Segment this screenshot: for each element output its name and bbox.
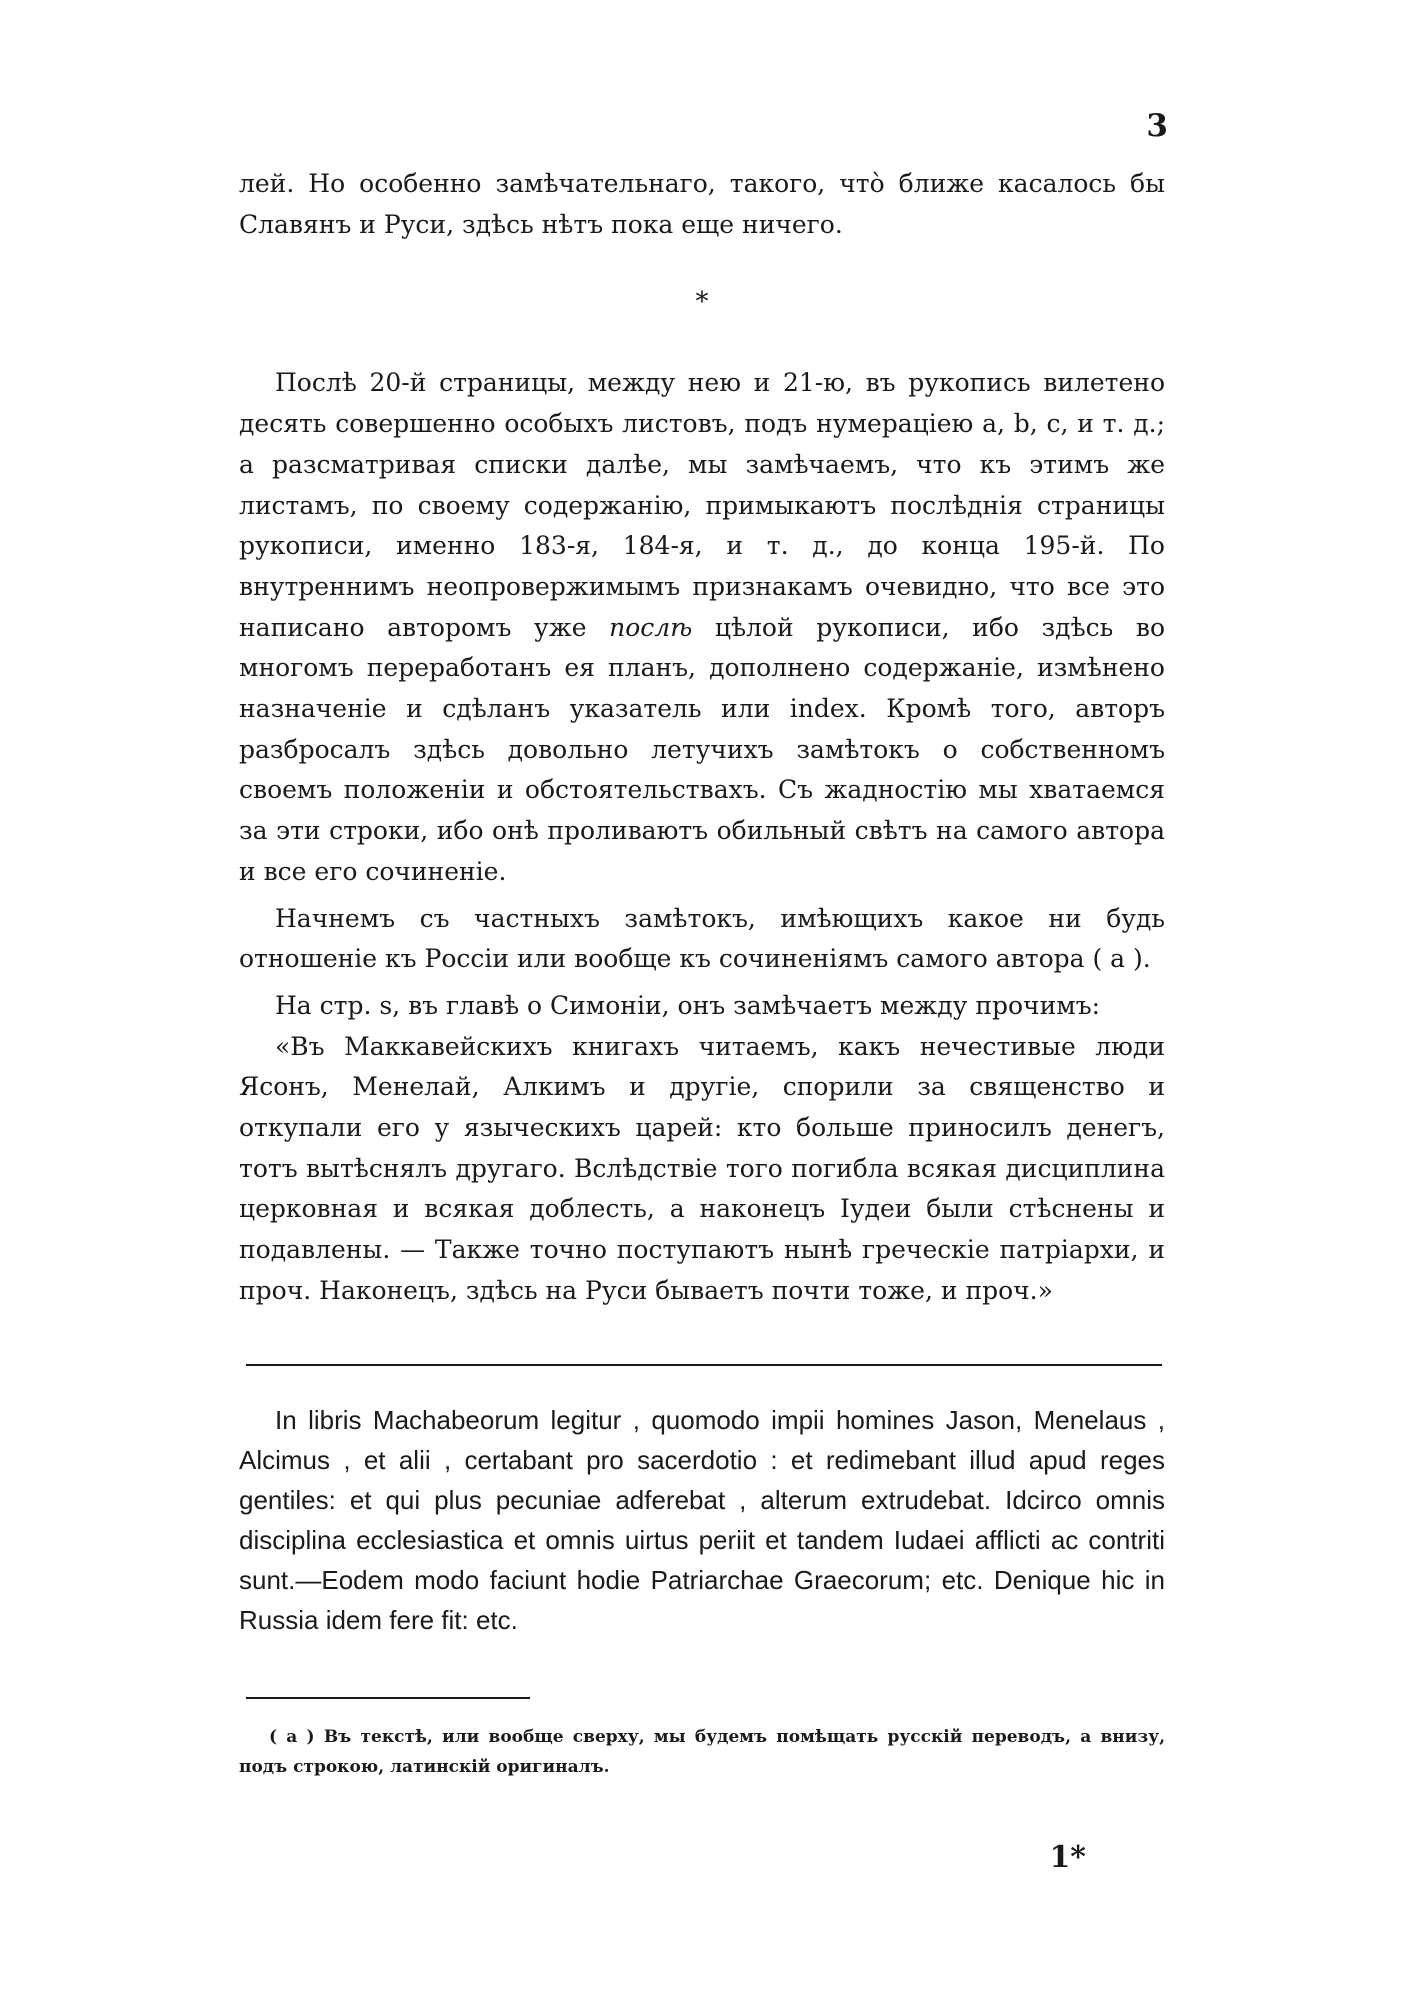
continuation-paragraph: лей. Но особенно замѣчательнаго, такого, что̀ ближе касалось бы Славянъ и Руси, здѣсь нѣтъ пока еще ничего.: [239, 169, 1165, 239]
paragraph-manuscript-description: [239, 363, 1165, 892]
main-text: [239, 164, 1165, 1312]
paragraph-notes-intro: Начнемъ съ частныхъ замѣтокъ, имѣющихъ какое ни будь отношеніе къ Россіи или вообще къ сочиненіямъ самого автора ( а ).: [239, 903, 1165, 974]
body-paragraphs: [239, 363, 1165, 1311]
italic-word-posle: послѣ: [609, 612, 693, 642]
para1-text-end: цѣлой рукописи, ибо здѣсь во многомъ переработанъ ея планъ, дополнено содержаніе, измѣнено назначеніе и сдѣланъ указатель или index. Кромѣ того, авторъ разбросалъ здѣсь довольно летучихъ замѣтокъ о собственномъ своемъ положеніи и обстоятельствахъ. Съ жадностію мы хватаемся за эти строки, ибо онѣ проливаютъ обильный свѣтъ на самого автора и все его сочиненіе.: [239, 612, 1165, 886]
latin-paragraph: In libris Machabeorum legitur , quomodo impii homines Jason, Menelaus , Alcimus , et alii , certabant pro sacerdotio : et redimebant illud apud reges gentiles: et qui plus pecuniae adferebat , alterum extrudebat. Idcirco omnis disciplina ecclesiastica et omnis uirtus periit et tandem Iudaei afflicti ac contriti sunt.—Eodem modo faciunt hodie Patriarchae Graecorum; etc. Denique hic in Russia idem fere fit: etc.: [239, 1405, 1165, 1635]
printer-signature-mark: 1*: [1049, 1840, 1086, 1875]
footnote: [239, 1722, 1165, 1782]
quotation-text: «Въ Маккавейскихъ книгахъ читаемъ, какъ нечестивые люди Ясонъ, Менелай, Алкимъ и другіе, спорили за священство и откупали его у языческихъ царей: кто больше приносилъ денегъ, тотъ вытѣснялъ другаго. Вслѣдствіе того погибла всякая дисциплина церковная и всякая доблесть, а наконецъ Іудеи были стѣснены и подавлены. — Также точно поступаютъ нынѣ греческіе патріархи, и проч. Наконецъ, здѣсь на Руси бываетъ почти тоже, и проч.»: [239, 1031, 1165, 1305]
footnote-divider-short: [246, 1697, 530, 1699]
paragraph-simony-intro: На стр. s, въ главѣ о Симоніи, онъ замѣчаетъ между прочимъ:: [275, 990, 1101, 1020]
quotation-block: [239, 1027, 1165, 1312]
section-separator-asterisk: *: [695, 287, 709, 318]
footnote-divider-long: [246, 1364, 1162, 1366]
footnote-text: ( а ) Въ текстѣ, или вообще сверху, мы будемъ помѣщать русскій переводъ, а внизу, подъ строкою, латинскій оригиналъ.: [239, 1727, 1165, 1777]
page-number: 3: [1146, 108, 1168, 144]
latin-original-text: [239, 1400, 1165, 1640]
para1-text-start: Послѣ 20-й страницы, между нею и 21-ю, въ рукопись вилетено десять совершенно особыхъ листовъ, подъ нумераціею a, b, c, и т. д.; а разсматривая списки далѣе, мы замѣчаемъ, что къ этимъ же листамъ, по своему содержанію, примыкаютъ послѣднія страницы рукописи, именно 183-я, 184-я, и т. д., до конца 195-й. По внутреннимъ неопровержимымъ признакамъ очевидно, что все это написано авторомъ уже: [239, 368, 1165, 642]
